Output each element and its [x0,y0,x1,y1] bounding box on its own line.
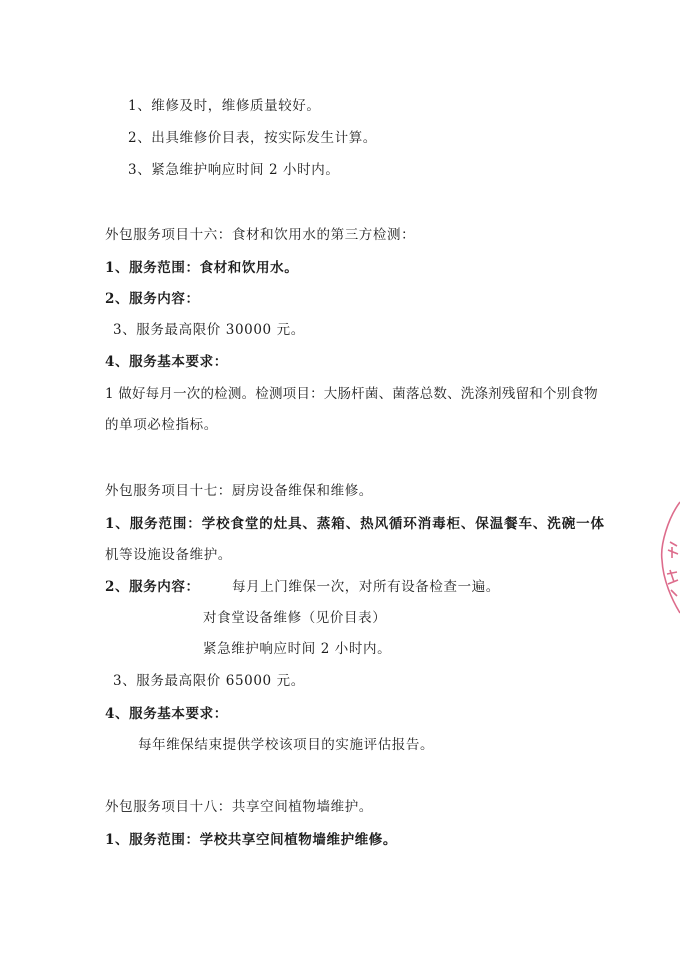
section-16-title: 外包服务项目十六：食材和饮用水的第三方检测： [105,227,416,243]
section-16-req-line-2: 的单项必检指标。 [105,417,218,433]
section-17-scope-line-2: 机等设施设备维护。 [105,547,232,563]
section-16-req-line-1: 1 做好每月一次的检测。检测项目：大肠杆菌、菌落总数、洗涤剂残留和个别食物 [105,386,598,402]
section-17-content-text: 每月上门维保一次，对所有设备检查一遍。 [232,579,500,595]
section-17-content-sub-2: 紧急维护响应时间 2 小时内。 [203,641,392,657]
section-17-scope-line-1: 1、服务范围：学校食堂的灶具、蒸箱、热风循环消毒柜、保温餐车、洗碗一体 [105,516,605,532]
section-18-title: 外包服务项目十八：共享空间植物墙维护。 [105,799,373,815]
section-17-price: 3、服务最高限价 65000 元。 [113,673,305,689]
top-item-2: 2、出具维修价目表，按实际发生计算。 [128,130,377,146]
section-16-content: 2、服务内容： [105,291,200,307]
section-17-title: 外包服务项目十七：厨房设备维保和维修。 [105,483,373,499]
seal-fragment-icon [650,500,680,615]
section-18-scope: 1、服务范围：学校共享空间植物墙维护维修。 [105,832,397,848]
section-17-content-sub-1: 对食堂设备维修（见价目表） [203,610,387,626]
top-item-3: 3、紧急维护响应时间 2 小时内。 [128,162,340,178]
top-item-1: 1、维修及时，维修质量较好。 [128,98,321,114]
red-seal-stamp [650,500,680,615]
section-16-price: 3、服务最高限价 30000 元。 [113,322,305,338]
section-17-requirements: 4、服务基本要求： [105,706,228,722]
section-16-requirements: 4、服务基本要求： [105,354,228,370]
section-17-content-label: 2、服务内容： [105,579,200,595]
section-16-scope: 1、服务范围：食材和饮用水。 [105,260,299,276]
section-17-req-text: 每年维保结束提供学校该项目的实施评估报告。 [138,737,435,753]
